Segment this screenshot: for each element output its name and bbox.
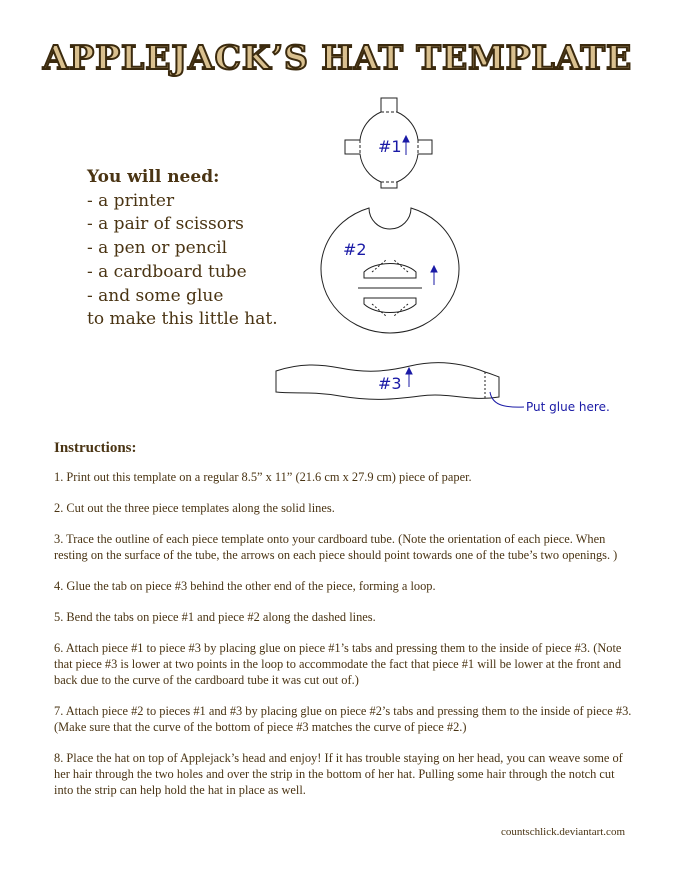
supplies-heading: You will need:	[87, 167, 220, 187]
instruction-step: 1. Print out this template on a regular 8.5” x 11” (21.6 cm x 27.9 cm) piece of paper.	[54, 470, 472, 484]
piece-1-label: #1	[378, 137, 402, 156]
instruction-step: 7. Attach piece #2 to pieces #1 and #3 by placing glue on piece #2’s tabs and pressing them to the inside of piece #3. (Make sure that the curve of the bottom of piece #3 matches the curve of piece #2.)	[54, 704, 632, 734]
instruction-step: 4. Glue the tab on piece #3 behind the other end of the piece, forming a loop.	[54, 579, 436, 593]
supply-item: - a pen or pencil	[87, 238, 228, 259]
piece-2-outline	[321, 208, 459, 333]
piece-2-label: #2	[343, 240, 367, 259]
supplies-closing: to make this little hat.	[87, 309, 278, 330]
supply-item: - a cardboard tube	[87, 261, 247, 282]
instruction-step: 8. Place the hat on top of Applejack’s head and enjoy! If it has trouble staying on her head, you can weave some of her hair through the two holes and over the strip in the bottom of her hat. Pulling some hair through the notch cut into the strip can help hold the hat in place as well.	[54, 751, 623, 797]
instruction-step: 3. Trace the outline of each piece template onto your cardboard tube. (Note the orientation of each piece. When resting on the surface of the tube, the arrows on each piece should point towards one of the tube’s two openings. )	[54, 532, 618, 562]
instruction-step: 2. Cut out the three piece templates along the solid lines.	[54, 501, 335, 515]
instructions-section	[54, 440, 634, 813]
supply-item: - and some glue	[87, 285, 224, 306]
instruction-step: 6. Attach piece #1 to piece #3 by placing glue on piece #1’s tabs and pressing them to the inside of piece #3. (Note that piece #3 is lower at two points in the loop to accommodate the fact that piece #1 will be lower at the front and back due to the curve of the cardboard tube it was cut out of.)	[54, 641, 622, 687]
instructions-heading: Instructions:	[54, 440, 137, 456]
supply-item: - a pair of scissors	[87, 214, 244, 235]
credit-link[interactable]: countschlick.deviantart.com	[500, 826, 625, 838]
glue-note: Put glue here.	[526, 400, 610, 414]
instruction-step: 5. Bend the tabs on piece #1 and piece #2 along the dashed lines.	[54, 610, 376, 624]
page-title: APPLEJACK’S HAT TEMPLATE	[42, 38, 633, 77]
piece-3-label: #3	[378, 374, 402, 393]
supply-item: - a printer	[87, 190, 175, 211]
glue-pointer-line	[490, 392, 524, 407]
